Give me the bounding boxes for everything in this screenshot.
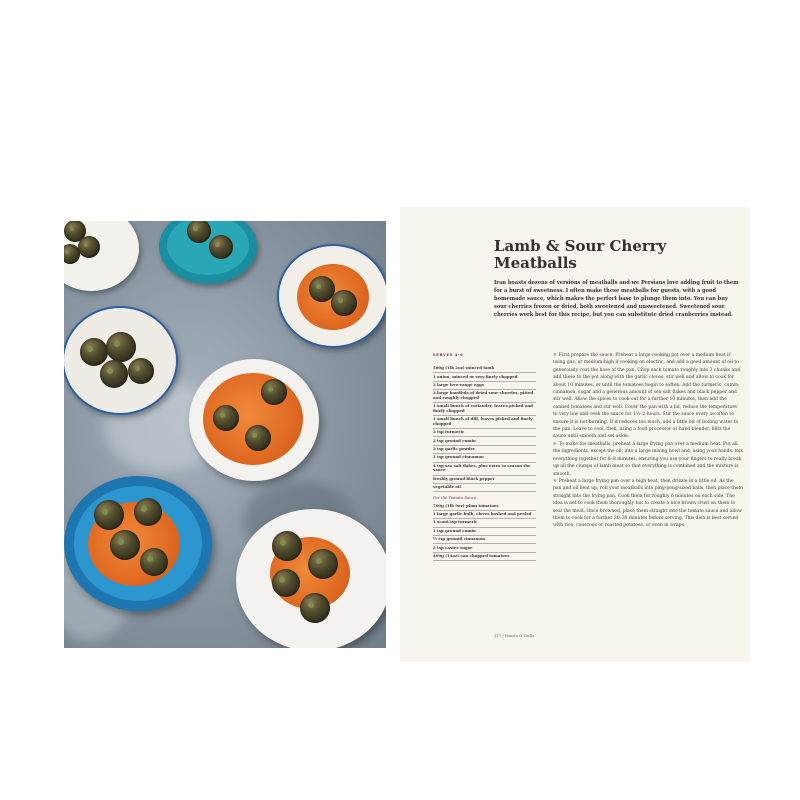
serves-label: SERVES 4–6 bbox=[433, 353, 464, 357]
meatball bbox=[106, 332, 136, 362]
meatball bbox=[272, 569, 300, 597]
ingredient-item: vegetable oil bbox=[433, 484, 536, 492]
meatball bbox=[78, 236, 100, 258]
ingredient-item: 2 tsp caster sugar bbox=[433, 544, 536, 552]
page-footer: 117 / Roasts & Grills bbox=[494, 633, 535, 638]
meatball bbox=[128, 358, 154, 384]
meatball bbox=[100, 360, 128, 388]
meatball bbox=[245, 425, 271, 451]
ingredient-item: 2 large free-range eggs bbox=[433, 382, 536, 390]
meatball bbox=[261, 379, 287, 405]
food-photo bbox=[64, 221, 386, 648]
ingredient-item: freshly ground black pepper bbox=[433, 476, 536, 484]
meatball bbox=[272, 531, 302, 561]
meatball bbox=[64, 244, 80, 264]
ingredient-item: 2 tsp ground cumin bbox=[433, 437, 536, 445]
patterned-bowl bbox=[277, 244, 386, 348]
ingredient-item: ½ tsp ground cinnamon bbox=[433, 536, 536, 544]
title-line-2: Meatballs bbox=[494, 254, 577, 272]
meatball bbox=[213, 405, 239, 431]
ingredient-item: 1 small bunch of coriander, leaves picked and finely chopped bbox=[433, 403, 536, 416]
patterned-bowl bbox=[64, 306, 178, 415]
meatball bbox=[300, 593, 330, 623]
ingredient-item: 2 large handfuls of dried sour cherries, pitted and roughly chopped bbox=[433, 390, 536, 403]
ingredient-item: 2 tsp garlic powder bbox=[433, 446, 536, 454]
ingredient-item: 700g (1lb 9oz) plum tomatoes bbox=[433, 502, 536, 510]
ingredient-item: 1 small bunch of dill, leaves picked and finely chopped bbox=[433, 416, 536, 429]
flower-bullet-icon: ❊ bbox=[553, 441, 557, 447]
title-line-1: Lamb & Sour Cherry bbox=[494, 237, 667, 255]
recipe-title bbox=[494, 238, 724, 272]
flower-bullet-icon: ❊ bbox=[553, 478, 557, 484]
method-step: ❊ Preheat a large frying pan over a high heat, then drizzle in a little oil. As the pan and oil heat up, roll your meatballs into ping-pong-sized balls, then place them straight into the frying pan. Cook them for roughly 6 minutes on each side. The idea is not to cook them thoroughly but to create a nice brown crust on them to seal the meat. Once browned, place them straight into the tomato sauce and allow them to cook for a further 20–30 minutes before serving. This dish is best served with rice, couscous or roasted potatoes, or even in wraps. bbox=[553, 478, 743, 529]
meatball bbox=[331, 290, 357, 316]
method-text bbox=[553, 352, 743, 530]
white-bowl bbox=[189, 359, 319, 481]
meatball bbox=[94, 500, 124, 530]
meatball bbox=[80, 338, 108, 366]
teal-bowl bbox=[159, 221, 257, 284]
recipe-page bbox=[400, 207, 750, 662]
meatball bbox=[209, 235, 233, 259]
sauce-heading: For the Tomato Sauce bbox=[433, 495, 477, 501]
white-bowl bbox=[236, 509, 386, 648]
meatball bbox=[134, 498, 162, 526]
blue-bowl bbox=[64, 476, 212, 611]
recipe-intro: Iran boasts dozens of versions of meatballs and we Persians love adding fruit to them for a burst of sweetness. I often make these meatballs for guests, with a good homemade sauce, which makes the perfect base to plunge them into. You can buy sour cherries frozen or dried, both sweetened and unsweetened. Sweetened sour cherries work best for this recipe, but you can substitute dried cranberries instead. bbox=[494, 280, 739, 319]
method-step: ❊ First prepare the sauce. Preheat a large cooking pot over a medium heat if using gas, or medium-high if cooking on electric, and add a good amount of oil to generously coat the base of the pan. Chop each tomato roughly into 3 chunks and add these to the pot along with the garlic cloves, stir well and allow to cook for about 10 minutes, or until the tomatoes begin to soften. Add the turmeric, cumin, cinnamon, sugar and a generous amount of sea salt flakes and black pepper and stir well. Allow the spices to cook out for a further 10 minutes, then add the canned tomatoes and stir well. Cover the pan with a lid, reduce the temperature to very low and cook the sauce for 1½–2 hours. Stir the sauce every so often to ensure it is not burning. If it reduces too much, add a little bit of boiling water to the pan. Leave to cool, then, using a food processor or hand blender, blitz the sauce until smooth and set aside. bbox=[553, 353, 741, 440]
ingredient-item: 4 tsp sea salt flakes, plus extra to season the sauce bbox=[433, 463, 536, 476]
method-step: ❊ To make the meatballs, preheat a large frying pan over a medium heat. Put all the ingredients, except the oil, into a large mixing bowl and, using your hands, mix everything together for 6–8 minutes, ensuring you use your fingers to really break up all the clumps of lamb meat so that everything is combined and the mixture is smooth. bbox=[553, 441, 743, 477]
meatball bbox=[110, 530, 140, 560]
ingredient-list bbox=[433, 365, 536, 561]
ingredient-item: 400g (14oz) can chopped tomatoes bbox=[433, 553, 536, 561]
ingredient-item: 1 onion, minced or very finely chopped bbox=[433, 373, 536, 381]
ingredient-item: 2 tsp turmeric bbox=[433, 429, 536, 437]
flower-bullet-icon: ❊ bbox=[553, 353, 557, 358]
ingredient-item: 1 tsp ground cinnamon bbox=[433, 454, 536, 462]
ingredient-item: 500g (1lb 2oz) minced lamb bbox=[433, 365, 536, 373]
ingredient-item: 1 large garlic bulb, cloves bashed and peeled bbox=[433, 511, 536, 519]
ingredient-item: 1 tsp ground cumin bbox=[433, 528, 536, 536]
meatball bbox=[140, 548, 168, 576]
white-bowl bbox=[64, 221, 139, 291]
ingredient-item: 1 scant tsp turmeric bbox=[433, 519, 536, 527]
meatball bbox=[308, 549, 338, 579]
